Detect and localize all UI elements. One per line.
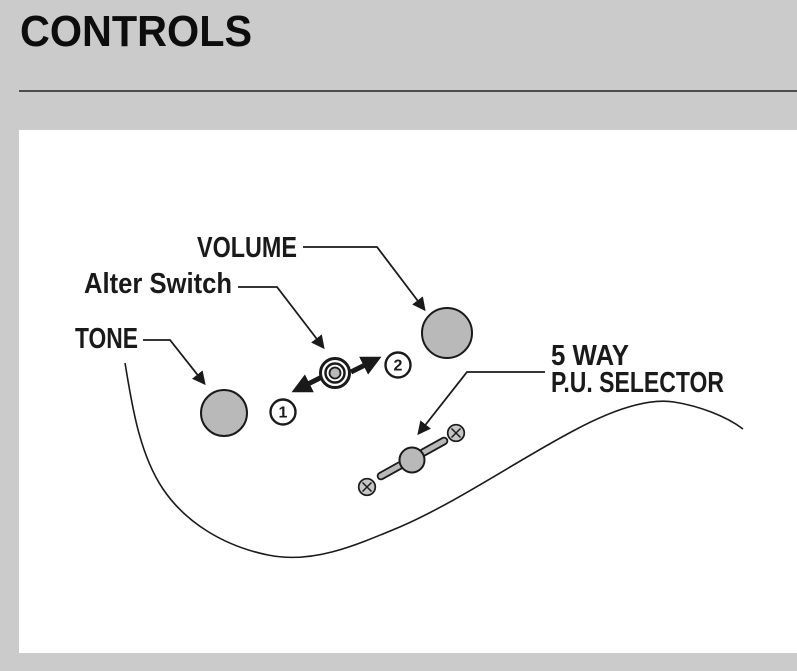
alter-switch-knob <box>321 359 350 388</box>
toggle-direction-1-arrow <box>296 377 322 390</box>
volume-leader-arrow <box>303 247 424 309</box>
controls-diagram-panel <box>19 130 797 653</box>
tone-knob <box>201 390 247 436</box>
tone-leader-arrow <box>143 340 204 383</box>
svg-text:1: 1 <box>278 404 288 422</box>
position-1-badge <box>271 400 296 425</box>
selector-leader-arrow <box>419 372 545 433</box>
pickup-selector-switch <box>381 441 444 476</box>
alter-switch-leader-arrow <box>238 287 323 347</box>
tone-label: TONE <box>75 323 138 355</box>
alter-switch-label: Alter Switch <box>84 268 232 300</box>
selector-label-line2: P.U. SELECTOR <box>551 367 725 399</box>
volume-knob <box>422 308 472 358</box>
volume-label: VOLUME <box>197 232 297 264</box>
screw-icon <box>359 479 376 496</box>
controls-diagram <box>19 130 797 653</box>
page-title: CONTROLS <box>20 7 253 56</box>
screw-icon <box>448 425 465 442</box>
position-2-badge <box>386 353 411 378</box>
selector-label-line1: 5 WAY <box>551 340 629 372</box>
toggle-direction-2-arrow <box>351 359 377 372</box>
title-divider <box>19 90 797 92</box>
svg-text:2: 2 <box>393 357 403 375</box>
